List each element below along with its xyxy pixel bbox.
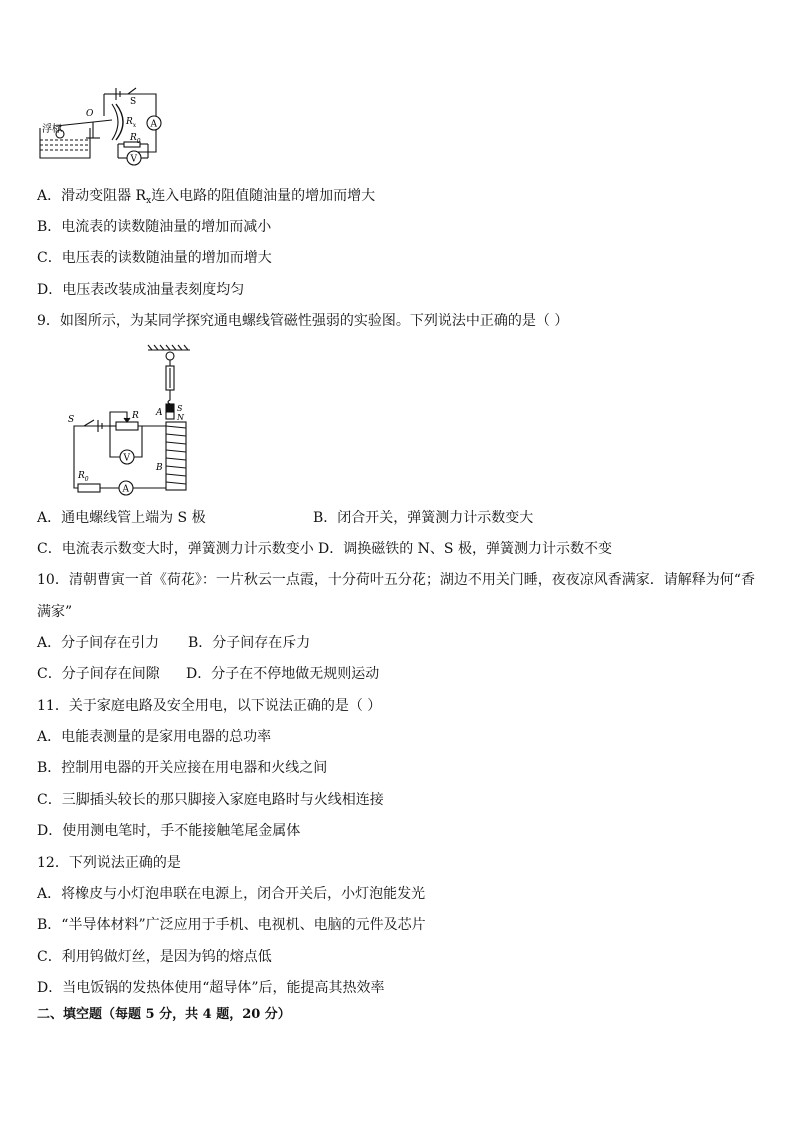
q12-option-b: B．“半导体材料”广泛应用于手机、电视机、电脑的元件及芯片 — [37, 917, 426, 933]
q11-option-d: D．使用测电笔时，手不能接触笔尾金属体 — [37, 823, 301, 839]
fig1-label-s: S — [130, 97, 137, 107]
fig2-label-a: A — [156, 408, 163, 418]
fig1-label-r0: $R_0$ — [130, 133, 141, 145]
fig2-label-b: B — [156, 463, 163, 473]
q10-stem-line1: 10．清朝曹寅一首《荷花》：一片秋云一点霞，十分荷叶五分花；湖边不用关门睡，夜夜凉风香满家．请解释为何“香 — [37, 572, 755, 588]
q9-option-c: C．电流表示数变大时，弹簧测力计示数变小 — [37, 541, 314, 557]
q11-option-c: C．三脚插头较长的那只脚接入家庭电路时与火线相连接 — [37, 792, 384, 808]
section2-title: 二、填空题（每题 5 分，共 4 题，20 分） — [37, 1007, 291, 1022]
fig1-label-voltmeter: V — [130, 154, 137, 165]
q9-stem: 9．如图所示，为某同学探究通电螺线管磁性强弱的实验图。下列说法中正确的是（ ） — [37, 313, 569, 329]
q12-option-c: C．利用钨做灯丝，是因为钨的熔点低 — [37, 949, 272, 965]
q9-options-row1 — [37, 509, 206, 527]
figure-electromagnet-circuit — [58, 342, 198, 500]
q10-stem-line2: 满家” — [37, 604, 73, 620]
q8-option-a: A．滑动变阻器 $R_x$连入电路的阻值随油量的增加而增大 — [37, 188, 376, 206]
q11-option-a: A．电能表测量的是家用电器的总功率 — [37, 729, 272, 745]
fig2-label-voltmeter: V — [123, 453, 130, 464]
fig1-label-o: O — [86, 109, 94, 119]
q8-option-b: B．电流表的读数随油量的增加而减小 — [37, 219, 272, 235]
q8-option-c: C．电压表的读数随油量的增加而增大 — [37, 250, 272, 266]
fig2-label-r: R — [132, 411, 139, 421]
q11-option-b: B．控制用电器的开关应接在用电器和火线之间 — [37, 760, 328, 776]
fig2-label-n-magnet: N — [177, 413, 184, 422]
fig1-label-ammeter: A — [150, 119, 157, 130]
q8-option-d: D．电压表改装成油量表刻度均匀 — [37, 282, 245, 298]
fig2-label-s-magnet: S — [177, 404, 183, 413]
q9-option-d: D．调换磁铁的 N、S 极，弹簧测力计示数不变 — [318, 541, 612, 557]
q9-option-b: B．闭合开关，弹簧测力计示数变大 — [313, 510, 534, 526]
q10-option-a: A．分子间存在引力 — [37, 635, 160, 651]
q9-option-a: A．通电螺线管上端为 S 极 — [37, 510, 206, 526]
fig1-label-rx: $R_x$ — [126, 117, 137, 129]
fig2-label-r0: $R_0$ — [78, 471, 89, 483]
q12-option-a: A．将橡皮与小灯泡串联在电源上，闭合开关后，小灯泡能发光 — [37, 886, 426, 902]
q12-option-d: D．当电饭锅的发热体使用“超导体”后，能提高其热效率 — [37, 980, 385, 996]
q10-option-c: C．分子间存在间隙 — [37, 666, 160, 682]
fig2-label-switch: S — [68, 415, 75, 425]
fig2-label-ammeter: A — [122, 484, 129, 495]
fig1-float-label: 浮标 — [42, 124, 62, 135]
figure-oil-gauge-circuit — [38, 82, 168, 172]
q10-option-b: B．分子间存在斥力 — [188, 635, 311, 651]
q11-stem: 11．关于家庭电路及安全用电，以下说法正确的是（ ） — [37, 698, 382, 714]
q12-stem: 12．下列说法正确的是 — [37, 855, 181, 871]
q10-option-d: D．分子在不停地做无规则运动 — [186, 666, 380, 682]
